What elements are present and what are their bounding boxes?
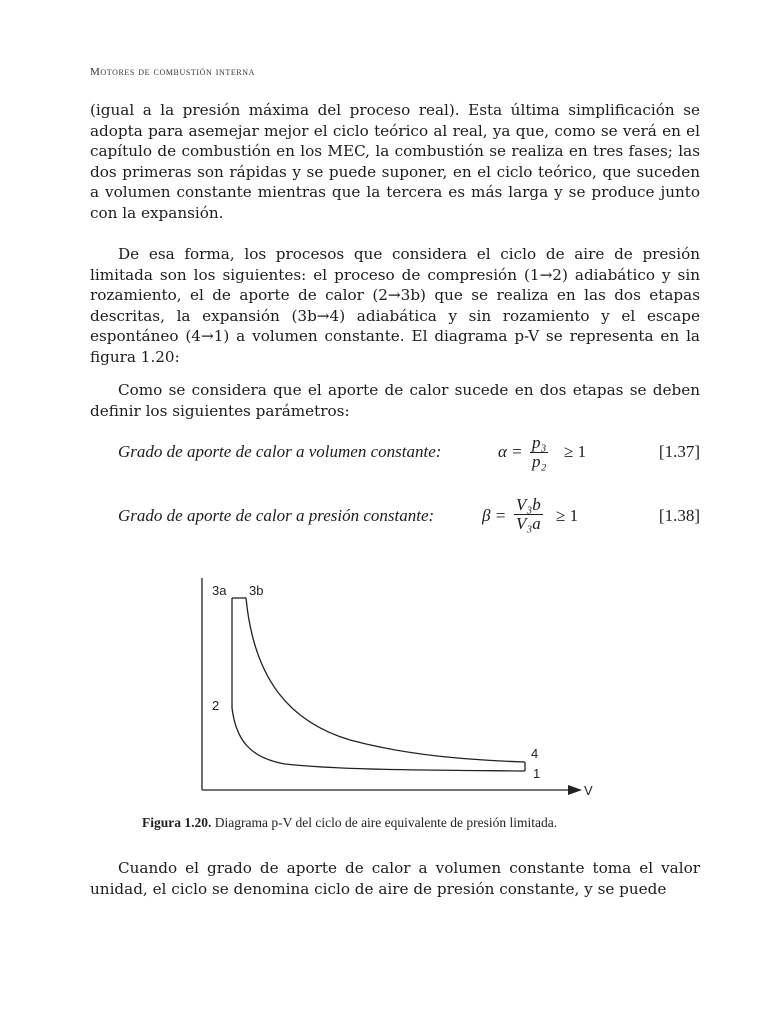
caption-label: Figura 1.20. (142, 815, 212, 830)
eq2-label: Grado de aporte de calor a presión constante: (118, 506, 435, 525)
eq1-denominator: p₂ (532, 452, 547, 471)
caption-text: Diagrama p-V del ciclo de aire equivalente de presión limitada. (214, 815, 558, 830)
process-1-2 (232, 708, 525, 771)
eq2-symbol: β = (482, 506, 507, 525)
eq2-number: [1.38] (658, 506, 700, 525)
eq2-numerator: V₃b (516, 495, 541, 514)
paragraph-2: De esa forma, los procesos que considera el ciclo de aire de presión limitada son los siguientes: el proceso de compresión (1→2) adiabático y sin rozamiento, el de aporte de calor (2→3b) que se realiza en las dos etapas descritas, la expansión (3b→4) adiabática y sin rozamiento y el escape espontáneo (4→1) a volumen constante. El diagrama p-V se representa en la figura 1.20: (90, 245, 700, 366)
point-3b-label: 3b (249, 583, 264, 598)
point-2-label: 2 (212, 698, 220, 713)
v-axis-label: V (584, 783, 593, 798)
point-3a-label: 3a (212, 583, 227, 598)
eq1-numerator: p₃ (532, 433, 547, 452)
point-4-label: 4 (531, 746, 539, 761)
v-axis-arrow (568, 785, 582, 795)
paragraph-3: Como se considera que el aporte de calor sucede en dos etapas se deben definir los siguientes parámetros: (90, 381, 700, 420)
figure-caption (142, 815, 557, 831)
paragraph-4: Cuando el grado de aporte de calor a volumen constante toma el valor unidad, el ciclo se denomina ciclo de aire de presión constante, y se puede (90, 859, 700, 898)
point-1-label: 1 (533, 766, 541, 781)
eq2-relation: ≥ 1 (556, 506, 579, 525)
process-3b-4 (246, 598, 525, 762)
eq2-denominator: V₃a (516, 514, 541, 533)
eq1-symbol: α = (498, 442, 523, 461)
eq1-relation: ≥ 1 (564, 442, 587, 461)
running-header: Motores de combustión interna (90, 66, 256, 78)
eq1-label: Grado de aporte de calor a volumen constante: (118, 442, 442, 461)
eq1-number: [1.37] (658, 442, 700, 461)
paragraph-1: (igual a la presión máxima del proceso real). Esta última simplificación se adopta para asemejar mejor el ciclo teórico al real, ya que, como se verá en el capítulo de combustión en los MEC, la combustión se realiza en tres fases; las dos primeras son rápidas y se puede suponer, en el ciclo teórico, que suceden a volumen constante mientras que la tercera es más larga y se produce junto con la expansión. (90, 101, 700, 222)
